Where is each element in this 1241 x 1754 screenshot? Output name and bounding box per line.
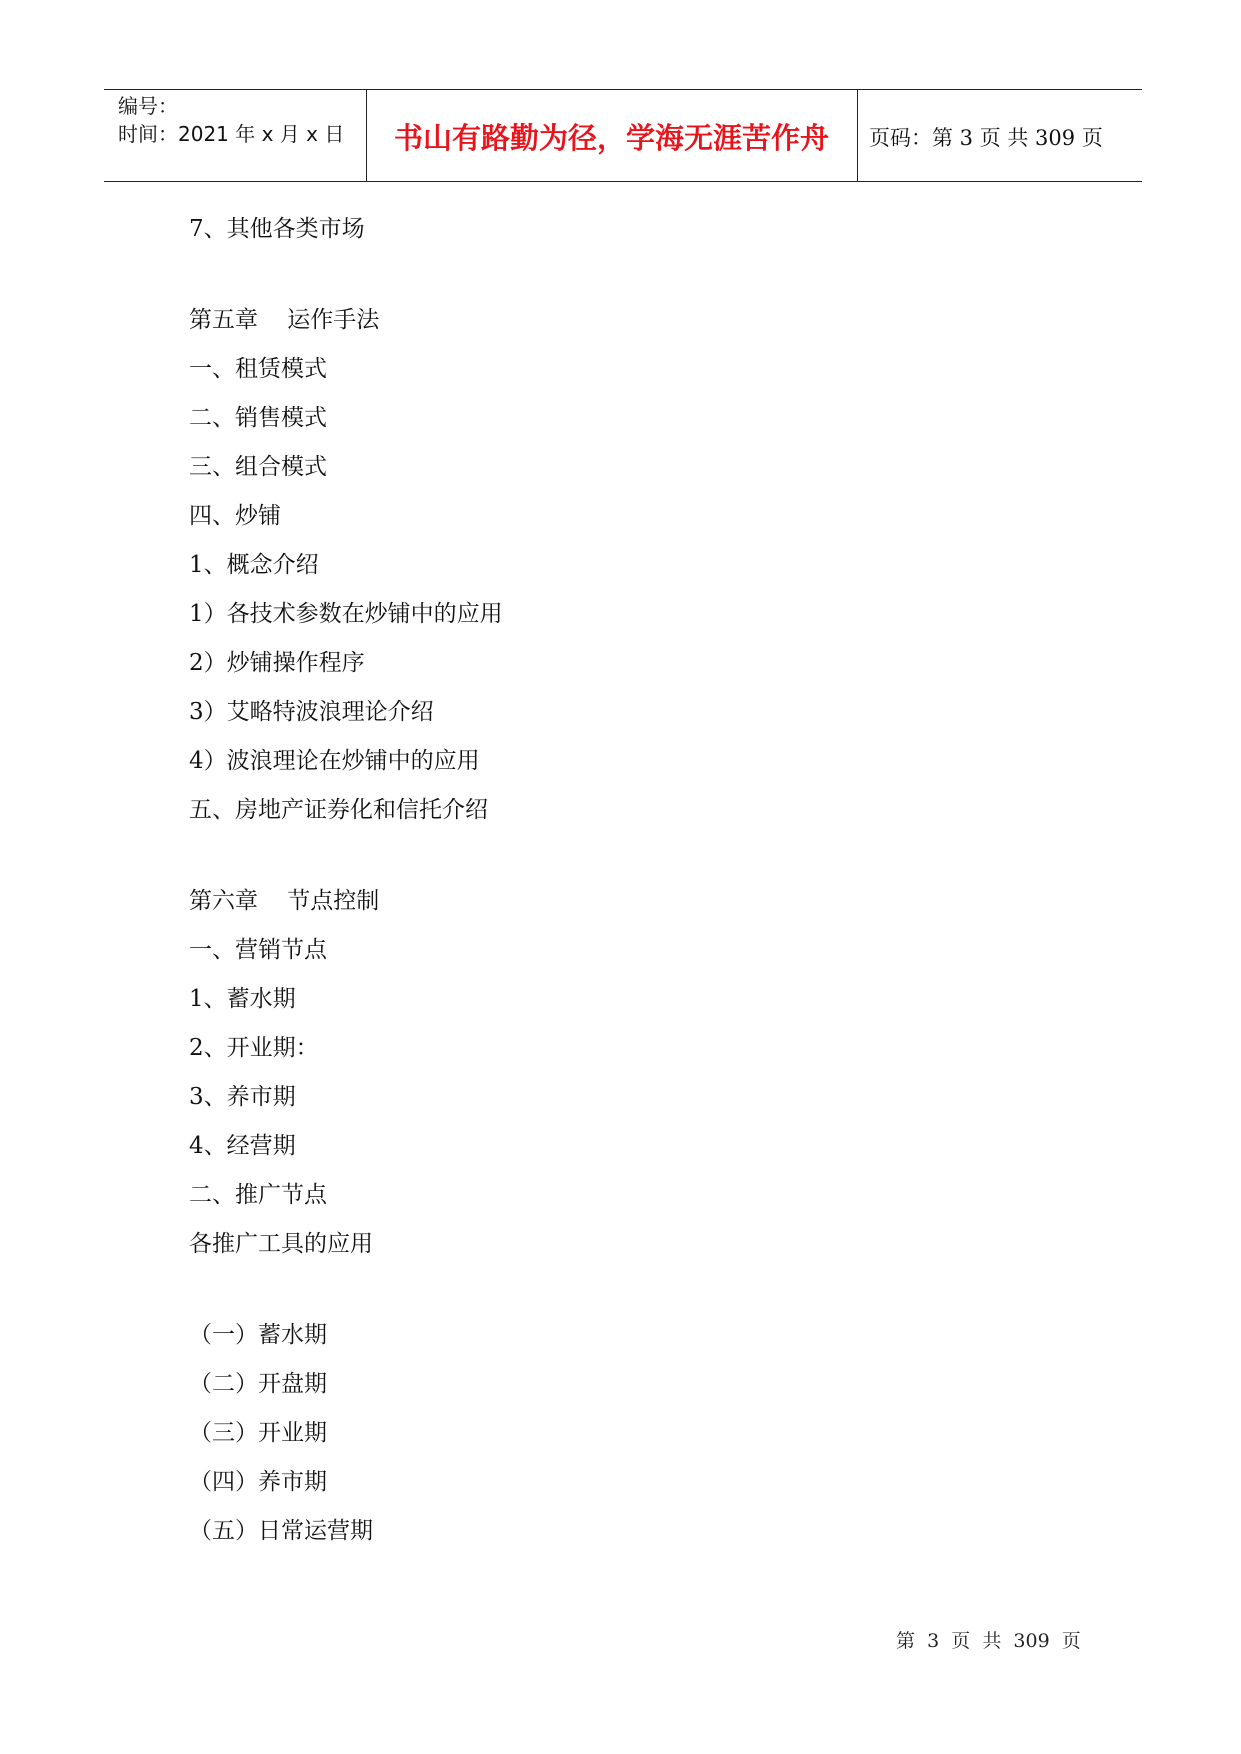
- text-line: 4、经营期: [189, 1133, 296, 1159]
- text-line: （三）开业期: [189, 1420, 327, 1446]
- text-line: 三、组合模式: [189, 454, 327, 480]
- header-page-info: 页码：第 3 页 共 309 页: [869, 125, 1103, 150]
- text-line: （一）蓄水期: [189, 1322, 327, 1348]
- document-body: [189, 205, 1089, 1556]
- text-line: 4）波浪理论在炒铺中的应用: [189, 748, 480, 774]
- text-line: 各推广工具的应用: [189, 1231, 373, 1257]
- chapter-heading: 第五章 运作手法: [189, 307, 380, 333]
- text-line: 3、养市期: [189, 1084, 296, 1110]
- text-line: 二、推广节点: [189, 1182, 327, 1208]
- header-meta: [118, 92, 344, 148]
- chapter-heading: 第六章 节点控制: [189, 888, 380, 914]
- text-line: 1、概念介绍: [189, 552, 319, 578]
- text-line: 1、蓄水期: [189, 986, 296, 1012]
- text-line: 3）艾略特波浪理论介绍: [189, 699, 434, 725]
- text-line: 7、其他各类市场: [189, 216, 365, 242]
- text-line: （五）日常运营期: [189, 1518, 373, 1544]
- header-motto: 书山有路勤为径，学海无涯苦作舟: [393, 121, 829, 155]
- text-line: 2）炒铺操作程序: [189, 650, 365, 676]
- text-line: （四）养市期: [189, 1469, 327, 1495]
- text-line: 五、房地产证券化和信托介绍: [189, 797, 488, 823]
- text-line: 2、开业期：: [189, 1035, 319, 1061]
- serial-label: 编号：: [118, 94, 178, 118]
- text-line: 二、销售模式: [189, 405, 327, 431]
- text-line: 1）各技术参数在炒铺中的应用: [189, 601, 503, 627]
- blank-line: [189, 1269, 1089, 1311]
- text-line: 四、炒铺: [189, 503, 281, 529]
- time-label: 时间：2021 年 x 月 x 日: [118, 122, 345, 146]
- text-line: 一、租赁模式: [189, 356, 327, 382]
- text-line: （二）开盘期: [189, 1371, 327, 1397]
- page-footer: 第 3 页 共 309 页: [896, 1630, 1081, 1652]
- text-line: 一、营销节点: [189, 937, 327, 963]
- blank-line: [189, 835, 1089, 877]
- document-header: [104, 89, 1142, 182]
- blank-line: [189, 254, 1089, 296]
